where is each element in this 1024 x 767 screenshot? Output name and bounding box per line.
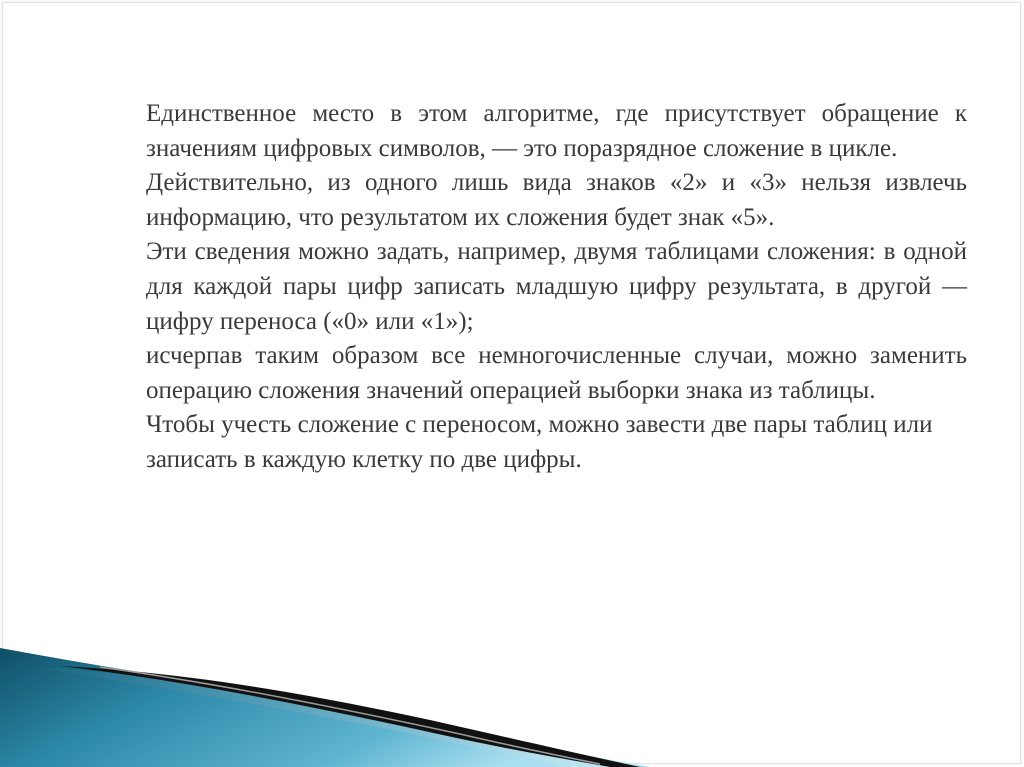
paragraph-3: Эти сведения можно задать, например, двумя таблицами сложения: в одной для каждой пары цифр записать младшую цифру результата, в другой — цифру переноса («0» или «1»); [146, 238, 967, 335]
paragraph-5: Чтобы учесть сложение с переносом, можно завести две пары таблиц или записать в каждую клетку по две цифры. [146, 411, 933, 473]
paragraph-2: Действительно, из одного лишь вида знаков «2» и «3» нельзя извлечь информацию, что результатом их сложения будет знак «5». [146, 169, 967, 231]
paragraph-4: исчерпав таким образом все немногочисленные случаи, можно заменить операцию сложения значений операцией выборки знака из таблицы. [146, 342, 967, 404]
paragraph-1: Единственное место в этом алгоритме, где присутствует обращение к значениям цифровых символов, — это поразрядное сложение в цикле. [146, 100, 967, 162]
slide-body-text [146, 97, 967, 478]
